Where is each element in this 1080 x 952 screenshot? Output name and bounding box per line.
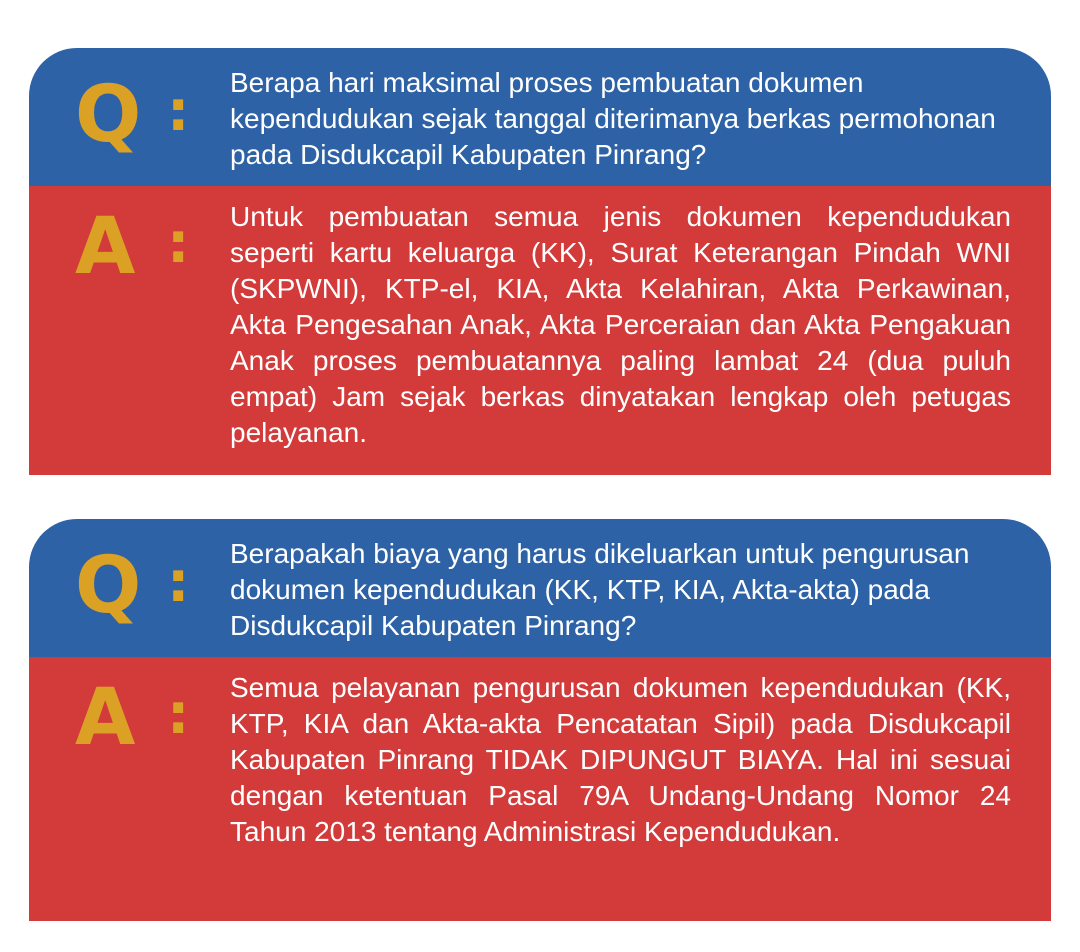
question-text-1: Berapa hari maksimal proses pembuatan dokumen kependudukan sejak tanggal diterimanya berkas permohonan pada Disdukcapil Kabupaten Pinrang? [230,67,996,170]
answer-text-2: Semua pelayanan pengurusan dokumen kependudukan (KK, KTP, KIA dan Akta-akta Pencatatan Sipil) pada Disdukcapil Kabupaten Pinrang TIDAK DIPUNGUT BIAYA. Hal ini sesuai dengan ketentuan Pasal 79A Undang-Undang Nomor 24 Tahun 2013 tentang Administrasi Kependudukan. [230,672,1011,847]
question-marker: Q [75,70,144,160]
answer-colon: : [167,682,190,747]
faq-card-2 [29,519,1051,921]
question-colon: : [167,550,190,615]
question-colon: : [167,79,190,144]
answer-block-2 [29,657,1051,921]
faq-card-1 [29,48,1051,475]
question-text-2: Berapakah biaya yang harus dikeluarkan untuk pengurusan dokumen kependudukan (KK, KTP, KIA, Akta-akta) pada Disdukcapil Kabupaten Pinrang? [230,538,970,641]
question-block-2 [29,519,1051,657]
answer-text-1: Untuk pembuatan semua jenis dokumen kependudukan seperti kartu keluarga (KK), Surat Keterangan Pindah WNI (SKPWNI), KTP-el, KIA, Akta Kelahiran, Akta Perkawinan, Akta Pengesahan Anak, Akta Perceraian dan Akta Pengakuan Anak proses pembuatannya paling lambat 24 (dua puluh empat) Jam sejak berkas dinyatakan lengkap oleh petugas pelayanan. [230,201,1011,448]
answer-colon: : [167,211,190,276]
answer-marker: A [75,673,138,763]
answer-marker: A [75,202,138,292]
answer-block-1 [29,186,1051,475]
question-block-1 [29,48,1051,186]
question-marker: Q [75,541,144,631]
